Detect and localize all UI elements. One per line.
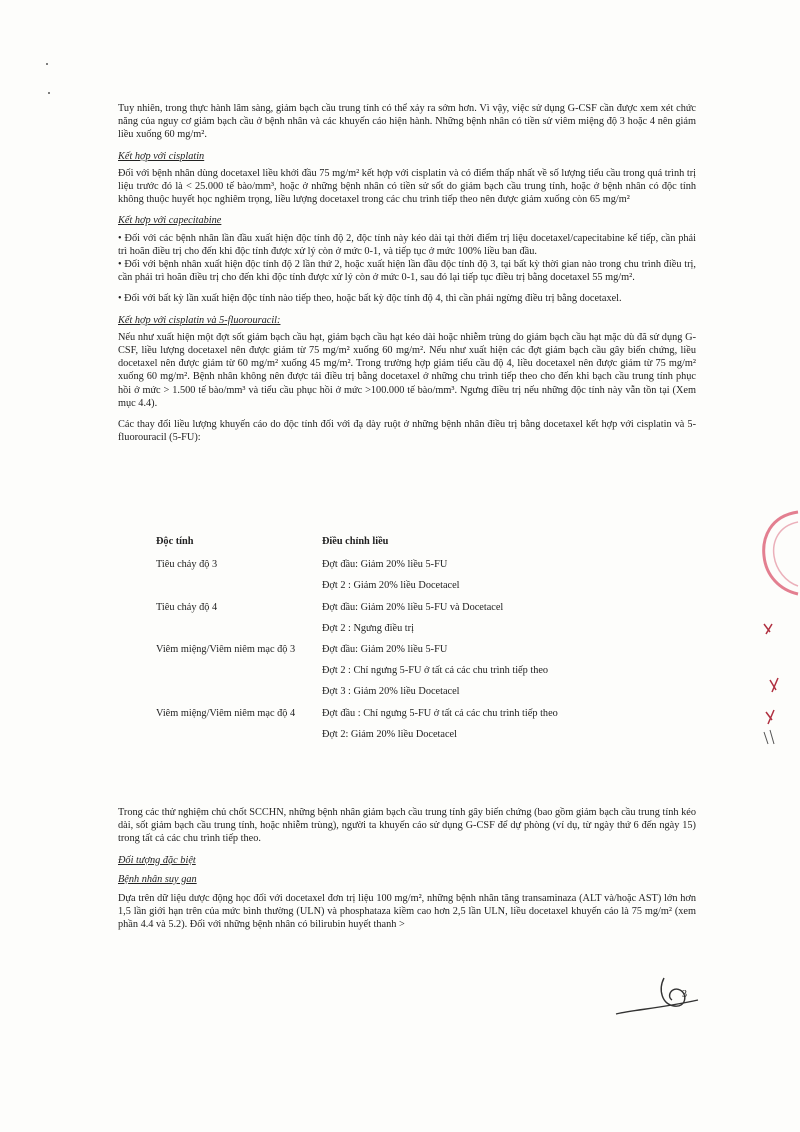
scan-speck bbox=[46, 63, 48, 65]
toxicity-cell bbox=[156, 664, 322, 685]
margin-ink-marks bbox=[760, 620, 790, 754]
toxicity-cell bbox=[156, 728, 322, 749]
adjustment-cell: Đợt 3 : Giảm 20% liều Docetacel bbox=[322, 686, 460, 698]
toxicity-cell: Tiêu chảy độ 3 bbox=[156, 559, 218, 571]
page-number: 3 bbox=[682, 989, 687, 1000]
toxicity-cell bbox=[156, 622, 322, 643]
column-header-toxicity: Độc tính bbox=[156, 536, 194, 547]
toxicity-cell bbox=[156, 685, 322, 706]
capecitabine-bullet-1: • Đối với các bệnh nhân lần đầu xuất hiện độc tính độ 2, độc tính này kéo dài tại thời điểm trị liệu docetaxel/capecitabine kế tiếp, cần phải trì hoãn điều trị cho đến khi độc tính được xử lý còn ở mức 0-1, và tiếp tục ở mức 100% liều ban đầu. bbox=[118, 232, 696, 257]
adjustment-cell: Đợt 2 : Giảm 20% liều Docetacel bbox=[322, 580, 460, 592]
scan-speck bbox=[48, 92, 50, 94]
capecitabine-bullet-3: • Đối với bất kỳ lần xuất hiện độc tính nào tiếp theo, hoặc bất kỳ độc tính độ 4, thì cần phải ngừng điều trị bằng docetaxel. bbox=[118, 293, 622, 305]
heading-cisplatin: Kết hợp với cisplatin bbox=[118, 150, 205, 162]
table-header-row bbox=[156, 535, 576, 558]
document-body-lower bbox=[118, 806, 696, 940]
table-row bbox=[156, 685, 576, 706]
document-body bbox=[118, 102, 696, 452]
adjustment-cell: Đợt đầu : Chỉ ngưng 5-FU ở tất cả các chu trình tiếp theo bbox=[322, 707, 558, 719]
scchn-paragraph: Trong các thử nghiệm chủ chốt SCCHN, những bệnh nhân giảm bạch cầu trung tính gây biến chứng (bao gồm giảm bạch cầu trung tính kéo dài, sốt giảm bạch cầu trung tính, hoặc nhiễm trùng), người ta khuyến cáo sử dụng G-CSF để dự phòng (ví dụ, từ ngày thứ 6 đến ngày 15) trong tất cả các chu trình tiếp theo. bbox=[118, 807, 696, 845]
table-row bbox=[156, 643, 576, 664]
capecitabine-bullet-2: • Đối với bệnh nhân xuất hiện độc tính độ 2 lần thứ 2, hoặc xuất hiện lần đầu độc tính độ 3, tại bất kỳ thời gian nào trong chu trình điều trị, cần phải trì hoãn điều trị cho đến khi độc tính được xử lý còn ở mức 0-1, sau đó lại tiếp tục điều trị bằng docetaxel 55 mg/m². bbox=[118, 259, 696, 284]
toxicity-cell: Tiêu chảy độ 4 bbox=[156, 601, 218, 613]
column-header-adjustment: Điều chỉnh liều bbox=[322, 536, 389, 547]
fu-paragraph: Nếu như xuất hiện một đợt sốt giảm bạch cầu hạt, giảm bạch cầu hạt kéo dài hoặc nhiễm trùng do giảm bạch cầu hạt mặc dù đã sử dụng G-CSF, liều lượng docetaxel nên được giảm từ 75 mg/m² xuống 60 mg/m². Nếu như xuất hiện các đợt giảm bạch cầu gây biến chứng, liều docetaxel nên được giảm từ 60 mg/m² xuống 45 mg/m². Trong trường hợp giảm tiểu cầu độ 4, liều docetaxel nên được giảm từ 75 mg/m² xuống 60 mg/m². Bệnh nhân không nên được tái điều trị bằng docetaxel ở những chu trình tiếp theo cho đến khi bạch cầu trung tính phục hồi ở mức > 1.500 tế bào/mm³ và tiểu cầu phục hồi ở mức >100.000 tế bào/mm³. Ngưng điều trị nếu những độc tính này vẫn tồn tại (Xem mục 4.4). bbox=[118, 331, 696, 409]
red-stamp-fragment bbox=[740, 508, 800, 602]
table-row bbox=[156, 664, 576, 685]
cisplatin-paragraph: Đối với bệnh nhân dùng docetaxel liều khởi đầu 75 mg/m² kết hợp với cisplatin và có điểm thấp nhất về số lượng tiểu cầu trong quá trình trị liệu trước đó là < 25.000 tế bào/mm³, hoặc ở những bệnh nhân có tiền sử sốt do giảm bạch cầu trung tính, hoặc ở bệnh nhân có độc tính không thuộc huyết học nghiêm trọng, liều lượng docetaxel trong các chu trình tiếp theo nên được giảm xuống còn 65 mg/m² bbox=[118, 167, 696, 206]
adjustment-cell: Đợt đầu: Giảm 20% liều 5-FU bbox=[322, 644, 448, 656]
toxicity-dose-table bbox=[156, 535, 576, 749]
table-intro: Các thay đổi liều lượng khuyến cáo do độc tính đối với đạ dày ruột ở những bệnh nhân điều trị bằng docetaxel kết hợp với cisplatin và 5-fluorouracil (5-FU): bbox=[118, 419, 696, 444]
table-row bbox=[156, 601, 576, 622]
heading-capecitabine: Kết hợp với capecitabine bbox=[118, 215, 222, 227]
table-row bbox=[156, 579, 576, 600]
hepatic-paragraph: Dựa trên dữ liệu dược động học đối với docetaxel đơn trị liệu 100 mg/m², những bệnh nhân tăng transaminaza (ALT và/hoặc AST) lớn hơn 1,5 lần giới hạn trên của mức bình thường (ULN) và phosphataza kiềm cao hơn 2,5 lần ULN, liều docetaxel khuyến cáo là 75 mg/m² (xem phần 4.4 và 5.2). Đối với những bệnh nhân có bilirubin huyết thanh > bbox=[118, 893, 696, 931]
table-row bbox=[156, 728, 576, 749]
toxicity-cell: Viêm miệng/Viêm niêm mạc độ 4 bbox=[156, 707, 296, 719]
table-row bbox=[156, 558, 576, 579]
heading-hepatic-impairment: Bệnh nhân suy gan bbox=[118, 873, 197, 885]
adjustment-cell: Đợt đầu: Giảm 20% liều 5-FU bbox=[322, 559, 448, 571]
adjustment-cell: Đợt 2 : Chỉ ngưng 5-FU ở tất cả các chu trình tiếp theo bbox=[322, 665, 549, 677]
toxicity-cell bbox=[156, 579, 322, 600]
table-row bbox=[156, 622, 576, 643]
adjustment-cell: Đợt 2 : Ngưng điều trị bbox=[322, 622, 414, 634]
intro-paragraph: Tuy nhiên, trong thực hành lâm sàng, giảm bạch cầu trung tính có thể xảy ra sớm hơn. Vì vậy, việc sử dụng G-CSF cần được xem xét chức năng của nguy cơ giảm bạch cầu ở bệnh nhân và các khuyến cáo hiện hành. Những bệnh nhân có tiền sử viêm miệng độ 3 hoặc 4 nên giảm liều xuống 60 mg/m². bbox=[118, 103, 696, 141]
heading-cisplatin-5fu: Kết hợp với cisplatin và 5-fluorouracil: bbox=[118, 314, 281, 326]
adjustment-cell: Đợt đầu: Giảm 20% liều 5-FU và Docetacel bbox=[322, 601, 504, 613]
toxicity-cell: Viêm miệng/Viêm niêm mạc độ 3 bbox=[156, 644, 296, 656]
adjustment-cell: Đợt 2: Giảm 20% liều Docetacel bbox=[322, 728, 457, 740]
heading-special-populations: Đối tượng đặc biệt bbox=[118, 854, 196, 866]
table-row bbox=[156, 707, 576, 728]
